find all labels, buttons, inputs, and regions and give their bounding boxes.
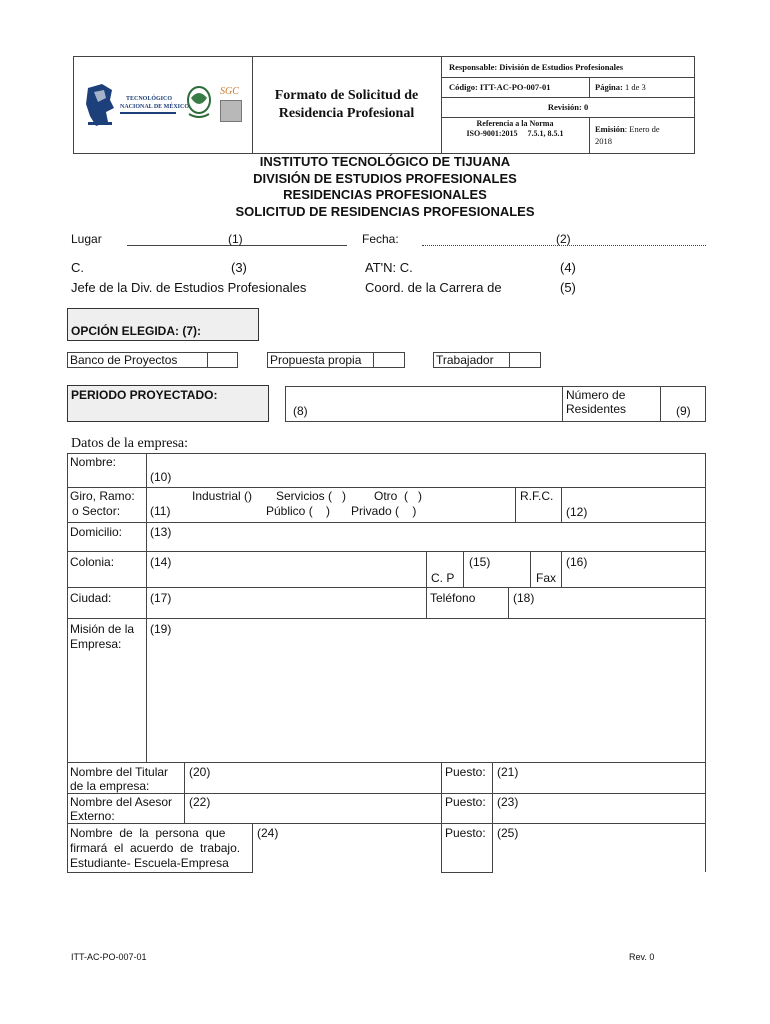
persona-label-1: Nombre de la persona que [70,826,226,840]
opcion-elegida-label: OPCIÓN ELEGIDA: (7): [71,324,202,338]
responsable: Responsable: División de Estudios Profesionales [449,62,624,72]
publico-option[interactable]: Público ( ) [266,504,331,518]
title-solicitud: SOLICITUD DE RESIDENCIAS PROFESIONALES [235,204,535,219]
titular-puesto-label: Puesto: [445,765,486,779]
domicilio-field[interactable] [147,523,705,550]
periodo-number: (8) [293,404,308,418]
residentes-number: (9) [676,404,691,418]
title-residencias: RESIDENCIAS PROFESIONALES [283,187,487,202]
coord-label: Coord. de la Carrera de [365,280,502,295]
cp-number: (15) [469,555,491,569]
form-title-line1: Formato de Solicitud de [274,88,419,103]
giro-number: (11) [150,504,171,518]
footer-rev: Rev. 0 [629,952,655,962]
codigo: Código: ITT-AC-PO-007-01 [449,82,551,92]
nombre-number: (10) [150,470,172,484]
telefono-number: (18) [513,591,535,605]
privado-option[interactable]: Privado ( ) [351,504,417,518]
tecnm-logo [84,82,190,128]
fecha-number: (2) [556,232,571,246]
pagina: Página: 1 de 3 [595,82,646,92]
referencia-line2: ISO-9001:2015 7.5.1, 8.5.1 [466,129,564,138]
emision: Emisión: Enero de [595,124,660,134]
cp-label: C. P [431,571,455,585]
domicilio-label: Domicilio: [70,525,123,539]
c-label: C. [71,260,84,275]
servicios-option[interactable]: Servicios ( ) [276,489,347,503]
persona-puesto-number: (25) [497,826,519,840]
titular-puesto-number: (21) [497,765,519,779]
logo-text-line2: NACIONAL DE MÉXICO [120,104,190,110]
atn-label: AT'N: C. [365,260,413,275]
sgc-badge: SGC [220,86,242,122]
title-institute: INSTITUTO TECNOLÓGICO DE TIJUANA [259,154,511,169]
coord-number: (5) [560,280,576,295]
colonia-label: Colonia: [70,555,115,569]
titular-number: (20) [189,765,211,779]
fax-number: (16) [566,555,588,569]
persona-number: (24) [257,826,279,840]
c-number: (3) [231,260,247,275]
mision-field[interactable] [147,619,705,761]
referencia-line1: Referencia a la Norma [476,119,554,128]
persona-puesto-label: Puesto: [445,826,486,840]
ciudad-number: (17) [150,591,172,605]
footer-code: ITT-AC-PO-007-01 [71,952,147,962]
residentes-label-1: Número de [566,388,626,402]
jefe-label: Jefe de la Div. de Estudios Profesionales [71,280,307,295]
colonia-number: (14) [150,555,172,569]
asesor-puesto-number: (23) [497,795,519,809]
titular-label-1: Nombre del Titular [70,765,169,779]
asesor-label-1: Nombre del Asesor [70,795,173,809]
logo-text-line1: TECNOLÓGICO [126,96,173,102]
banco-proyectos-label: Banco de Proyectos [70,353,178,367]
nombre-field[interactable] [147,454,705,486]
residentes-label-2: Residentes [566,402,627,416]
persona-label-2: firmará el acuerdo de trabajo. [70,841,241,855]
nombre-label: Nombre: [70,455,117,469]
persona-label-3: Estudiante- Escuela-Empresa [70,856,229,870]
datos-empresa-heading: Datos de la empresa: [71,436,189,451]
banco-proyectos-checkbox[interactable] [207,352,238,368]
propuesta-propia-label: Propuesta propia [270,353,362,367]
periodo-proyectado-label: PERIODO PROYECTADO: [71,388,218,402]
asesor-puesto-label: Puesto: [445,795,486,809]
fax-label: Fax [536,571,557,585]
form-title-line2: Residencia Profesional [278,106,415,121]
mision-number: (19) [150,622,172,636]
titular-label-2: de la empresa: [70,779,150,793]
periodo-field[interactable] [285,386,706,422]
propuesta-propia-checkbox[interactable] [373,352,405,368]
giro-label-2: o Sector: [72,504,121,518]
otro-option[interactable]: Otro ( ) [374,489,422,503]
industrial-option[interactable]: Industrial () [192,489,253,503]
ciudad-label: Ciudad: [70,591,112,605]
rfc-number: (12) [566,505,588,519]
domicilio-number: (13) [150,525,172,539]
giro-label-1: Giro, Ramo: [70,489,135,503]
mision-label-2: Empresa: [70,637,122,651]
trabajador-checkbox[interactable] [509,352,541,368]
fecha-label: Fecha: [362,232,399,246]
lugar-label: Lugar [71,232,102,246]
institute-seal-icon [185,84,213,122]
asesor-label-2: Externo: [70,809,115,823]
lugar-number: (1) [228,232,243,246]
asesor-number: (22) [189,795,211,809]
title-division: DIVISIÓN DE ESTUDIOS PROFESIONALES [253,171,517,186]
trabajador-label: Trabajador [436,353,494,367]
mision-label-1: Misión de la [70,622,135,636]
revision: Revisión: 0 [547,102,589,112]
rfc-label: R.F.C. [520,489,554,503]
emision-year: 2018 [595,136,612,146]
atn-number: (4) [560,260,576,275]
telefono-label: Teléfono [430,591,476,605]
